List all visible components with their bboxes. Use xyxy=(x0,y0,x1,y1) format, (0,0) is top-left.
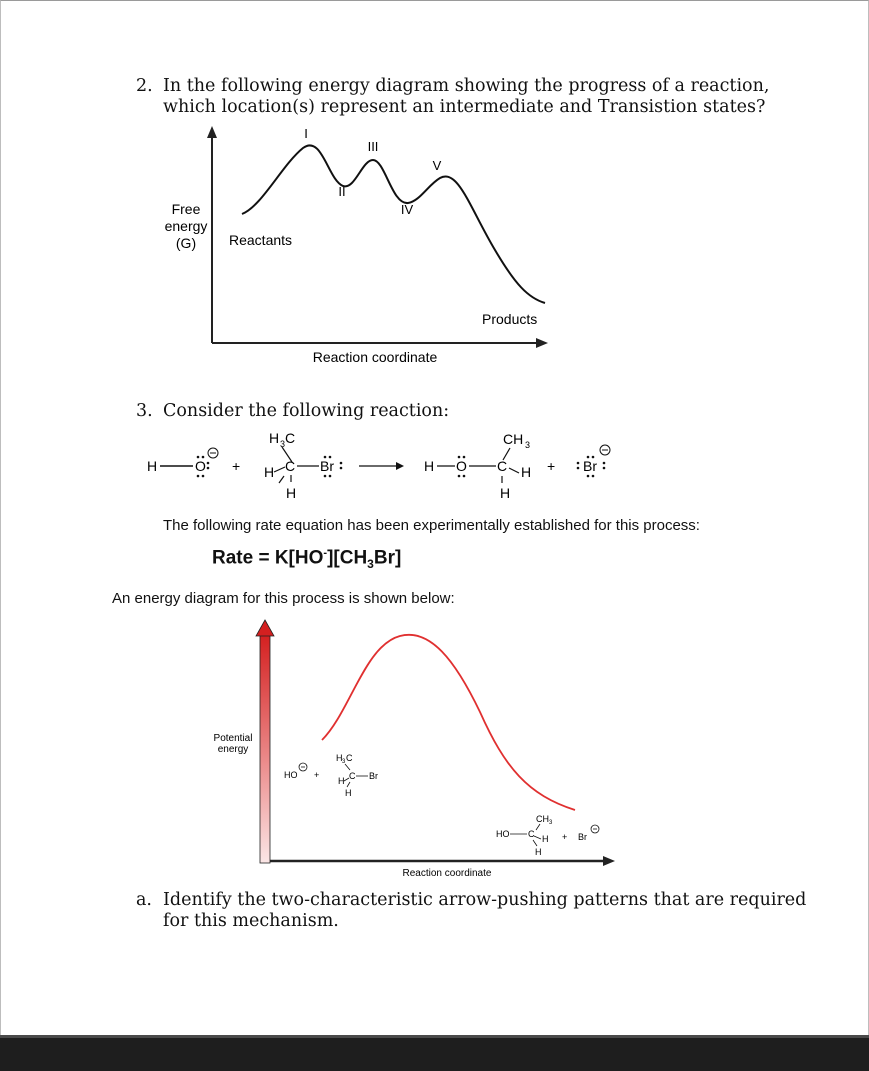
diagram-intro: An energy diagram for this process is shown below: xyxy=(112,590,455,607)
q3-ylabel-energy: energy xyxy=(217,744,249,755)
q3-xlabel: Reaction coordinate xyxy=(402,868,492,879)
svg-text:O: O xyxy=(195,458,206,474)
plus-sign-2: + xyxy=(547,458,556,474)
q2-xlabel: Reaction coordinate xyxy=(312,349,438,365)
svg-text:+: + xyxy=(314,770,320,780)
q2-products-label: Products xyxy=(482,311,538,327)
svg-text:HO: HO xyxy=(284,770,298,780)
svg-text:H: H xyxy=(542,834,549,844)
qa-letter: a. xyxy=(136,890,152,910)
svg-text:C: C xyxy=(349,771,356,781)
svg-text:H: H xyxy=(286,485,297,501)
q2-ylabel-energy: energy xyxy=(164,218,208,234)
svg-text:3: 3 xyxy=(549,820,553,826)
q2-ylabel-g: (G) xyxy=(175,235,197,251)
q3-reactants-structure xyxy=(284,753,378,798)
q2-line2: which location(s) represent an intermediate and Transistion states? xyxy=(163,97,766,117)
q3-ylabel-potential: Potential xyxy=(213,733,253,744)
q3-number: 3. xyxy=(136,401,153,421)
q2-line1: In the following energy diagram showing the progress of a reaction, xyxy=(163,76,770,96)
svg-text:O: O xyxy=(456,458,467,474)
svg-text:H: H xyxy=(264,464,275,480)
svg-text:H: H xyxy=(269,430,280,446)
q2-number: 2. xyxy=(136,76,153,96)
svg-text:H: H xyxy=(500,485,511,501)
qa-line2: for this mechanism. xyxy=(163,911,339,931)
svg-text:H: H xyxy=(535,847,542,857)
svg-text:Br: Br xyxy=(369,771,378,781)
svg-text:H: H xyxy=(147,458,158,474)
svg-text:+: + xyxy=(562,832,568,842)
svg-text:3: 3 xyxy=(280,439,286,449)
svg-text:C: C xyxy=(285,458,296,474)
q3-title: Consider the following reaction: xyxy=(163,401,450,421)
q2-point-iv: IV xyxy=(400,202,414,217)
svg-text:Br: Br xyxy=(583,458,597,474)
svg-text:C: C xyxy=(346,753,353,763)
rate-equation: Rate = $K[HO^-][CH_3Br]$ xyxy=(212,547,402,572)
q2-point-iii: III xyxy=(367,139,379,154)
svg-text:CH: CH xyxy=(503,431,524,447)
svg-text:HO: HO xyxy=(496,829,510,839)
svg-text:C: C xyxy=(497,458,508,474)
svg-text:Br: Br xyxy=(578,832,587,842)
svg-text:C: C xyxy=(285,430,296,446)
svg-text:3: 3 xyxy=(342,759,346,765)
svg-text:Br: Br xyxy=(320,458,334,474)
q2-ylabel-free: Free xyxy=(171,201,201,217)
svg-text:CH: CH xyxy=(536,814,549,824)
qa-line1: Identify the two-characteristic arrow-pushing patterns that are required xyxy=(163,890,807,910)
plus-sign-1: + xyxy=(232,458,241,474)
svg-text:H: H xyxy=(338,776,345,786)
window-bottom-bar xyxy=(0,1035,869,1071)
svg-text:3: 3 xyxy=(525,440,531,450)
svg-text:H: H xyxy=(424,458,435,474)
q2-reactants-label: Reactants xyxy=(229,232,293,248)
q3-products-structure xyxy=(496,814,599,857)
svg-text:H: H xyxy=(521,464,532,480)
rate-intro: The following rate equation has been experimentally established for this process: xyxy=(163,517,700,534)
q2-point-v: V xyxy=(432,158,442,173)
q3-energy-axis-arrow xyxy=(256,620,274,863)
q3-coordinate-axis xyxy=(270,856,615,866)
q2-point-i: I xyxy=(304,126,308,141)
svg-text:C: C xyxy=(528,829,535,839)
q2-point-ii: II xyxy=(338,184,346,199)
svg-text:H: H xyxy=(345,788,352,798)
svg-text:H: H xyxy=(336,753,343,763)
q3-energy-curve xyxy=(322,635,575,810)
